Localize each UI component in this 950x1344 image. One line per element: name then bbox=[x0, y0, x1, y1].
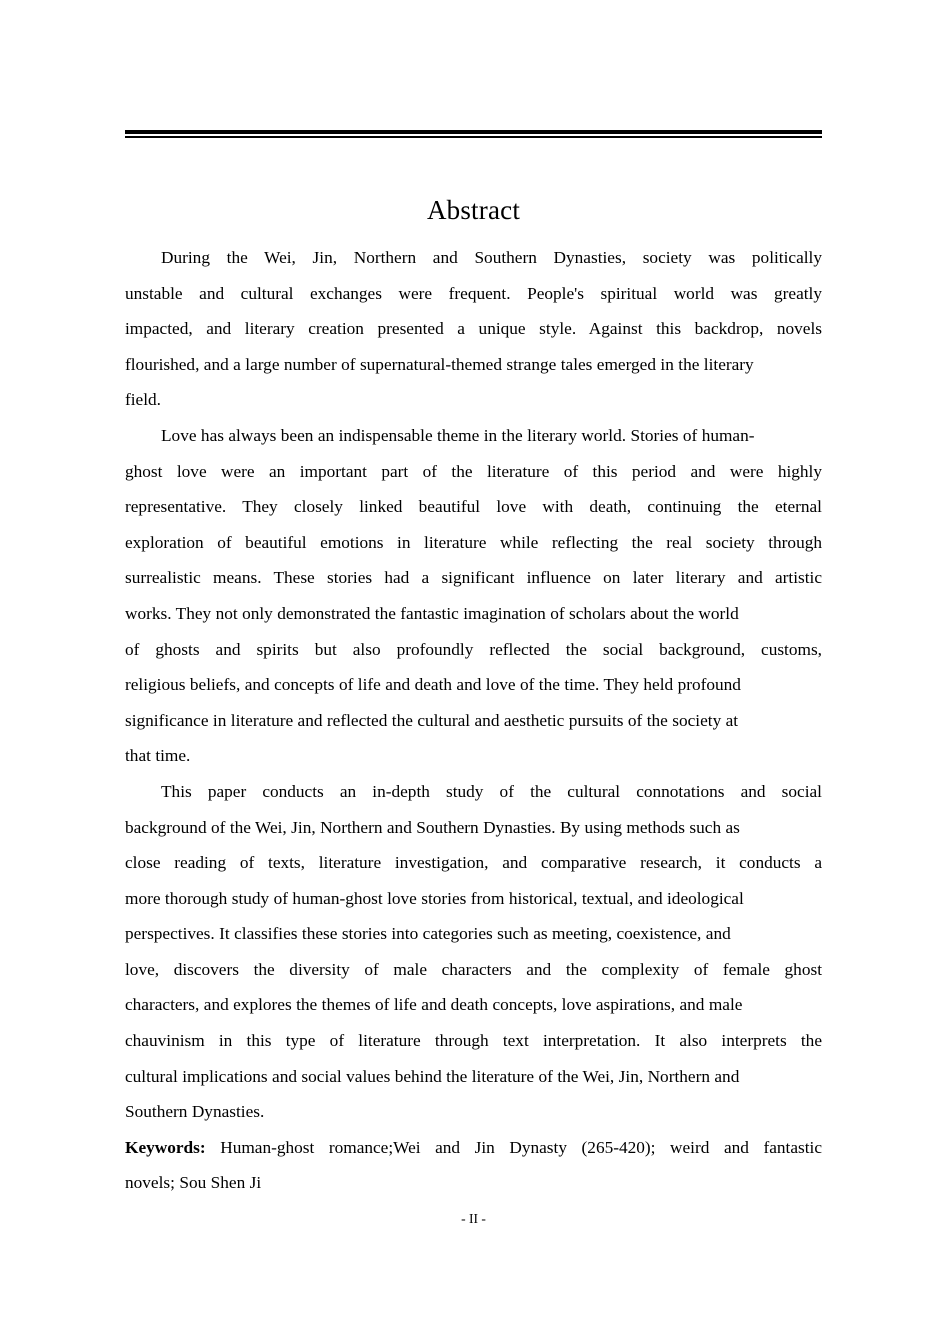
text-line: significance in literature and reflected the cultural and aesthetic pursuits of the society at bbox=[125, 710, 739, 730]
text-line: that time. bbox=[125, 746, 191, 766]
text-line: This paper conducts an in-depth study of the cultural connotations and social bbox=[161, 781, 822, 801]
text-line: more thorough study of human-ghost love stories from historical, textual, and ideological bbox=[125, 888, 744, 908]
text-line: of ghosts and spirits but also profoundly reflected the social background, customs, bbox=[125, 639, 822, 659]
paragraph-3 bbox=[125, 774, 822, 1130]
text-line: unstable and cultural exchanges were frequent. People's spiritual world was greatly bbox=[125, 283, 822, 303]
text-line: Southern Dynasties. bbox=[125, 1102, 265, 1122]
text-line: flourished, and a large number of supernatural-themed strange tales emerged in the literary bbox=[125, 354, 754, 374]
page-title: Abstract bbox=[426, 195, 521, 226]
page-number: - II - bbox=[461, 1211, 486, 1226]
keywords-label: Keywords: bbox=[125, 1137, 206, 1157]
text-line: religious beliefs, and concepts of life and death and love of the time. They held profound bbox=[125, 675, 741, 695]
keywords-line-2: novels; Sou Shen Ji bbox=[125, 1173, 262, 1193]
text-line: ghost love were an important part of the literature of this period and were highly bbox=[125, 461, 822, 481]
text-line: representative. They closely linked beautiful love with death, continuing the eternal bbox=[125, 497, 822, 517]
header-rule-thin bbox=[125, 136, 822, 138]
text-line: surrealistic means. These stories had a significant influence on later literary and artistic bbox=[125, 568, 822, 588]
paragraph-2 bbox=[125, 418, 822, 774]
paragraph-1 bbox=[125, 240, 822, 418]
text-line: exploration of beautiful emotions in literature while reflecting the real society through bbox=[125, 532, 822, 552]
header-divider-rule bbox=[125, 130, 822, 138]
text-line: works. They not only demonstrated the fantastic imagination of scholars about the world bbox=[125, 603, 739, 623]
text-line: Love has always been an indispensable theme in the literary world. Stories of human- bbox=[161, 425, 755, 445]
text-line: impacted, and literary creation presented a unique style. Against this backdrop, novels bbox=[125, 319, 822, 339]
text-line: During the Wei, Jin, Northern and Southern Dynasties, society was politically bbox=[161, 248, 822, 267]
text-line: chauvinism in this type of literature through text interpretation. It also interprets the bbox=[125, 1031, 822, 1051]
text-line: love, discovers the diversity of male characters and the complexity of female ghost bbox=[125, 959, 822, 979]
text-line: field. bbox=[125, 390, 161, 410]
text-line: perspectives. It classifies these stories into categories such as meeting, coexistence, and bbox=[125, 924, 731, 944]
text-line: characters, and explores the themes of life and death concepts, love aspirations, and male bbox=[125, 995, 743, 1015]
text-line: close reading of texts, literature investigation, and comparative research, it conducts a bbox=[125, 853, 822, 873]
keywords-section bbox=[125, 1130, 822, 1201]
keywords-line-1 bbox=[125, 1130, 822, 1166]
text-line: background of the Wei, Jin, Northern and Southern Dynasties. By using methods such as bbox=[125, 817, 740, 837]
abstract-body bbox=[125, 240, 822, 1201]
text-line: cultural implications and social values behind the literature of the Wei, Jin, Northern and bbox=[125, 1066, 740, 1086]
keywords-value-part-1: Human-ghost romance;Wei and Jin Dynasty (265-420); weird and fantastic bbox=[220, 1137, 822, 1157]
page-footer bbox=[125, 1210, 822, 1228]
